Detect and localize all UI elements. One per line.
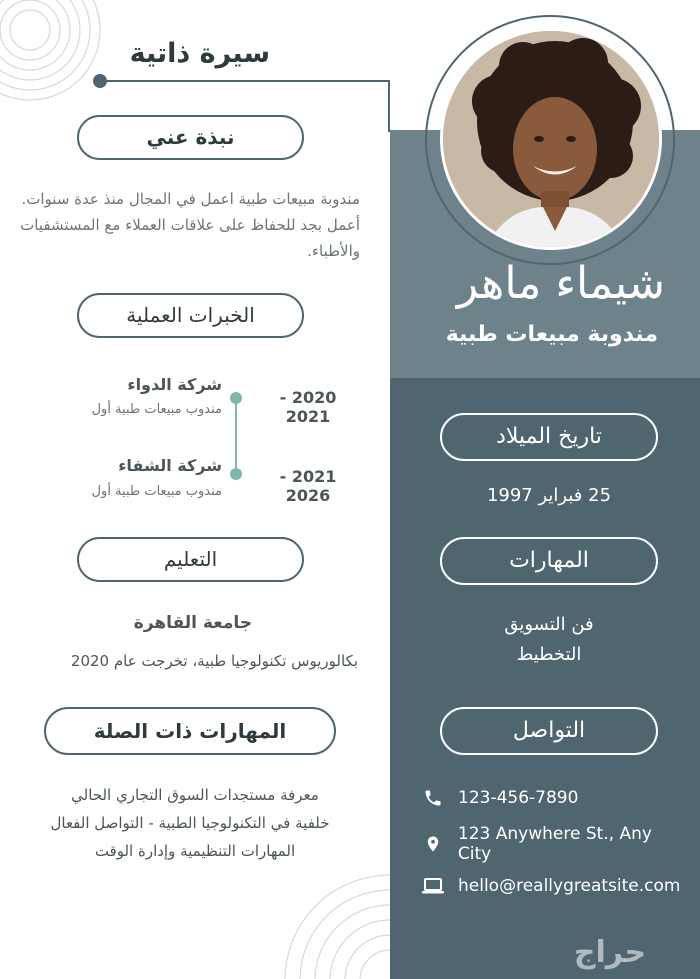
decorative-arcs-top-left [0, 0, 110, 110]
skills-heading [440, 537, 658, 585]
experience-company: شركة الشفاء [118, 456, 222, 475]
related-skill-line: المهارات التنظيمية وإدارة الوقت [94, 842, 296, 860]
experience-role: مندوب مبيعات طبية أول [91, 402, 222, 417]
contact-phone-row [420, 784, 690, 812]
location-icon [420, 833, 446, 855]
experience-years: 2020 - 2021 [279, 388, 337, 426]
page-title: سيرة ذاتية [129, 38, 270, 69]
birthdate-value: 25 فبراير 1997 [486, 485, 612, 506]
avatar-illustration [443, 31, 662, 250]
contact-heading [440, 707, 658, 755]
related-skills-heading-label: المهارات ذات الصلة [93, 719, 287, 743]
about-heading-label: نبذة عني [146, 125, 235, 149]
laptop-icon [420, 876, 446, 896]
skills-heading-label: المهارات [509, 548, 589, 573]
contact-address: 123 Anywhere St., Any City [457, 824, 652, 864]
experience-company: شركة الدواء [127, 375, 222, 394]
education-university: جامعة القاهرة [133, 613, 252, 633]
contact-email[interactable]: hello@reallygreatsite.com [458, 876, 681, 896]
decorative-arcs-bottom-left [270, 860, 390, 979]
profile-job-title: مندوبة مبيعات طبية [445, 322, 658, 347]
related-skill-line: معرفة مستجدات السوق التجاري الحالي [71, 786, 319, 804]
experience-years: 2021 - 2026 [279, 467, 337, 505]
related-skill-line: خلفية في التكنولوجيا الطبية - التواصل الفعال [50, 814, 330, 832]
contact-email-row [420, 872, 690, 900]
about-text: مندوبة مبيعات طبية اعمل في المجال منذ عدة سنوات. أعمل بجد للحفاظ على علاقات العملاء مع المستشفيات والأطباء. [20, 190, 360, 260]
education-heading [77, 537, 304, 582]
contact-phone[interactable]: 123-456-7890 [458, 788, 579, 808]
watermark: حراج [573, 935, 647, 970]
timeline-dot [230, 468, 242, 480]
education-heading-label: التعليم [163, 547, 218, 571]
title-divider-dot [93, 74, 107, 88]
related-skills-heading [44, 707, 336, 755]
experience-timeline [228, 388, 244, 484]
experience-role: مندوب مبيعات طبية أول [91, 484, 222, 499]
title-divider-vertical [388, 80, 390, 132]
education-degree: بكالوريوس تكنولوجيا طبية، تخرجت عام 2020 [70, 652, 358, 670]
experience-heading-label: الخبرات العملية [126, 303, 255, 327]
birthdate-heading-label: تاريخ الميلاد [496, 424, 602, 449]
contact-heading-label: التواصل [512, 718, 586, 743]
phone-icon [420, 788, 446, 808]
timeline-dot [230, 392, 242, 404]
profile-name: شيماء ماهر [456, 258, 665, 309]
contact-address-row [420, 824, 690, 864]
skill-item: التخطيط [516, 644, 582, 665]
skill-item: فن التسويق [504, 614, 594, 635]
title-divider [100, 80, 390, 82]
birthdate-heading [440, 413, 658, 461]
experience-heading [77, 293, 304, 338]
about-heading [77, 115, 304, 160]
profile-photo [440, 28, 662, 250]
